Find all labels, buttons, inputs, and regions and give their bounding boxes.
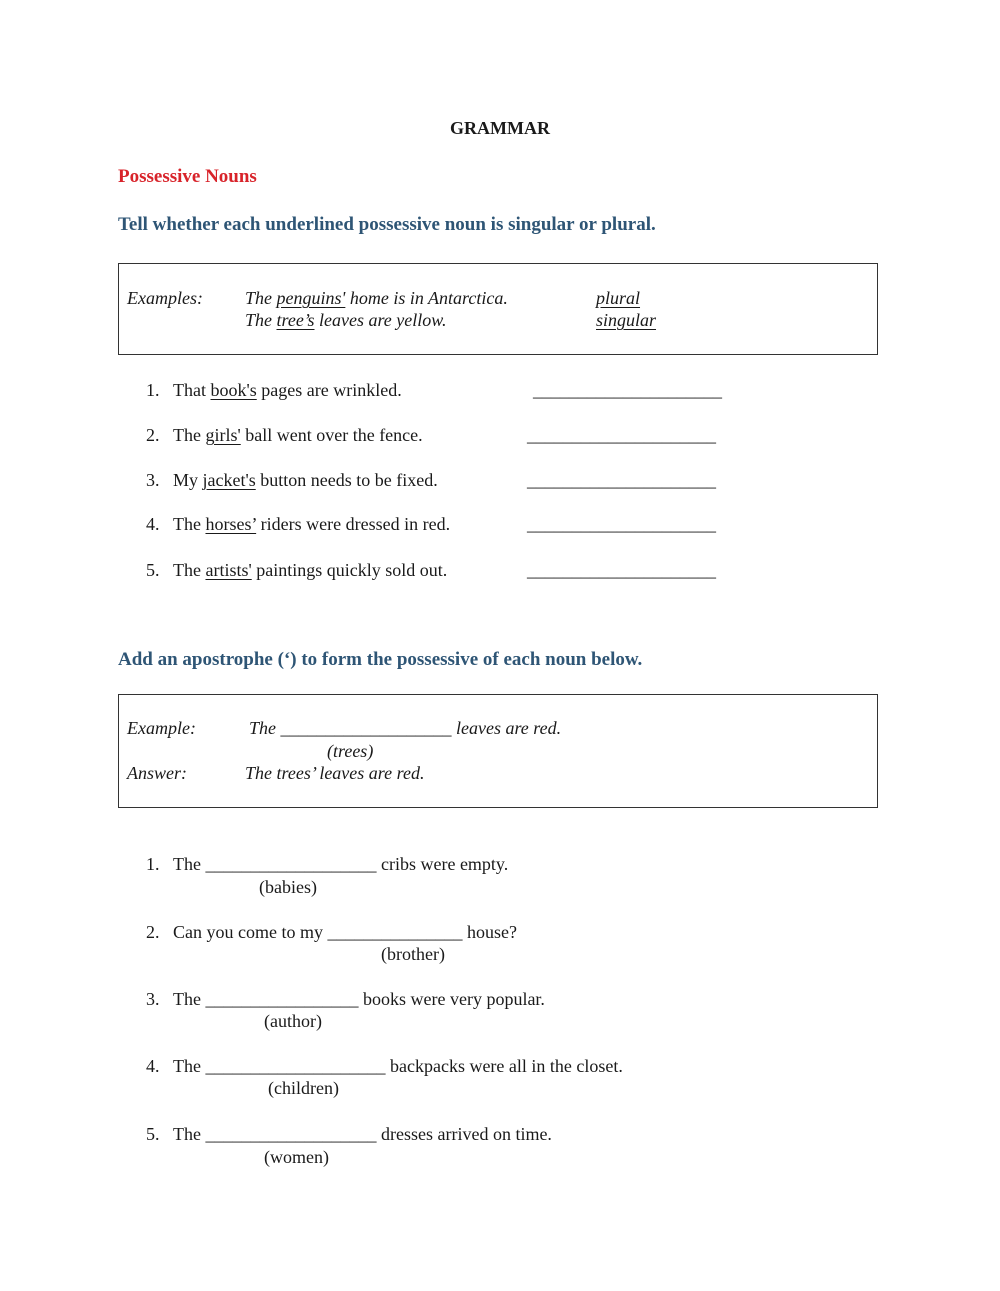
example-box bbox=[118, 694, 878, 808]
item-hint: (children) bbox=[268, 1078, 339, 1098]
example-sentence: The tree’s leaves are yellow. bbox=[245, 310, 447, 330]
list-item: 2. The girls' ball went over the fence. bbox=[146, 425, 423, 445]
example-sentence: The penguins' home is in Antarctica. bbox=[245, 288, 508, 308]
list-item: 1. The ___________________ cribs were empty. bbox=[146, 854, 509, 874]
list-item: 5. The artists' paintings quickly sold out. bbox=[146, 560, 448, 580]
list-item: 3. My jacket's button needs to be fixed. bbox=[146, 470, 438, 490]
list-item: 2. Can you come to my _______________ house? bbox=[146, 922, 517, 942]
examples-label: Examples: bbox=[127, 288, 203, 308]
example-answer: plural bbox=[596, 288, 641, 308]
list-item: 4. The horses’ riders were dressed in red. bbox=[146, 514, 451, 534]
section-title: Possessive Nouns bbox=[118, 166, 257, 187]
item-hint: (brother) bbox=[381, 944, 445, 964]
example-answer: singular bbox=[596, 310, 657, 330]
examples-box bbox=[118, 263, 878, 355]
answer-blank[interactable]: _____________________ bbox=[527, 560, 716, 580]
part1-instruction: Tell whether each underlined possessive noun is singular or plural. bbox=[118, 214, 656, 235]
item-hint: (babies) bbox=[259, 877, 317, 897]
answer-blank[interactable]: _____________________ bbox=[527, 514, 716, 534]
example-hint: (trees) bbox=[327, 741, 374, 761]
part2-instruction: Add an apostrophe (‘) to form the possessive of each noun below. bbox=[118, 649, 643, 670]
list-item: 5. The ___________________ dresses arrived on time. bbox=[146, 1124, 552, 1144]
list-item: 1. That book's pages are wrinkled. bbox=[146, 380, 402, 400]
answer-blank[interactable]: _____________________ bbox=[533, 380, 722, 400]
answer-blank[interactable]: _____________________ bbox=[527, 425, 716, 445]
item-hint: (women) bbox=[264, 1147, 329, 1167]
example-label: Example: bbox=[127, 718, 196, 738]
item-hint: (author) bbox=[264, 1011, 322, 1031]
answer-label: Answer: bbox=[127, 763, 187, 783]
answer-sentence: The trees’ leaves are red. bbox=[245, 763, 425, 783]
list-item: 4. The ____________________ backpacks were all in the closet. bbox=[146, 1056, 623, 1076]
answer-blank[interactable]: _____________________ bbox=[527, 470, 716, 490]
example-sentence: The ___________________ leaves are red. bbox=[249, 718, 562, 738]
page-title: GRAMMAR bbox=[450, 118, 550, 138]
list-item: 3. The _________________ books were very popular. bbox=[146, 989, 545, 1009]
